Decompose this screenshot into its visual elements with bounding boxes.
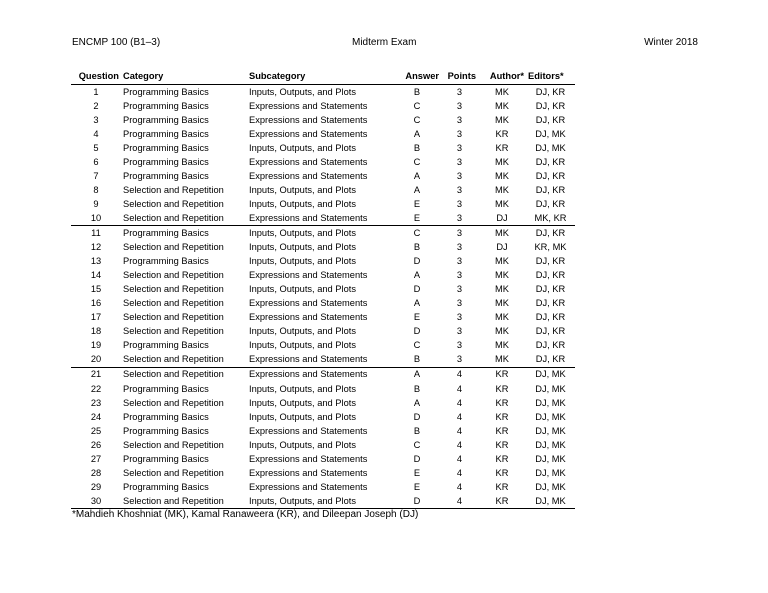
table-row [71, 269, 575, 283]
points-cell: 4 [456, 383, 463, 394]
answer-cell: A [413, 298, 421, 309]
answer-cell: A [413, 128, 421, 139]
question-cell: 9 [93, 198, 99, 209]
column-header-points: Points [441, 69, 478, 85]
points-cell: 3 [456, 284, 463, 295]
subcategory-cell: Expressions and Statements [249, 114, 368, 125]
points-cell: 4 [456, 453, 463, 464]
author-cell: KR [495, 439, 509, 450]
question-cell: 11 [91, 227, 101, 238]
answer-cell: A [413, 369, 421, 380]
author-cell: KR [495, 397, 509, 408]
category-cell: Selection and Repetition [123, 439, 224, 450]
table-row [71, 480, 575, 494]
question-cell: 15 [90, 284, 102, 295]
subcategory-cell: Expressions and Statements [249, 467, 368, 478]
answer-cell: B [413, 425, 421, 436]
question-cell: 6 [93, 156, 99, 167]
category-cell: Programming Basics [123, 128, 209, 139]
author-cell: DJ [496, 242, 508, 253]
answer-cell: A [413, 397, 421, 408]
category-cell: Selection and Repetition [123, 467, 224, 478]
category-cell: Selection and Repetition [121, 494, 247, 509]
author-cell: KR [495, 142, 509, 153]
category-cell: Selection and Repetition [121, 211, 247, 226]
answer-cell: C [413, 156, 421, 167]
category-cell: Programming Basics [123, 481, 209, 492]
points-cell: 3 [456, 142, 463, 153]
points-cell: 4 [456, 481, 463, 492]
editors-cell: DJ, KR [535, 156, 566, 167]
question-cell: 23 [90, 397, 102, 408]
table-row [71, 396, 575, 410]
category-cell: Programming Basics [123, 425, 209, 436]
answer-key-table [71, 69, 575, 509]
category-cell: Programming Basics [123, 411, 209, 422]
question-cell: 29 [90, 481, 102, 492]
points-cell: 3 [456, 128, 463, 139]
category-cell: Programming Basics [123, 340, 209, 351]
category-cell: Programming Basics [123, 156, 209, 167]
table-row [71, 466, 575, 480]
table-row [71, 438, 575, 452]
table-row [71, 452, 575, 466]
answer-cell: B [413, 242, 421, 253]
subcategory-cell: Expressions and Statements [249, 369, 368, 380]
answer-cell: C [413, 340, 421, 351]
points-cell: 3 [456, 326, 463, 337]
table-row [71, 169, 575, 183]
subcategory-cell: Expressions and Statements [249, 425, 368, 436]
author-cell: MK [478, 353, 526, 368]
table-row [71, 183, 575, 197]
editors-cell: DJ, MK [535, 467, 566, 478]
table-header-row [71, 69, 575, 85]
subcategory-cell: Expressions and Statements [249, 453, 368, 464]
answer-cell: C [413, 100, 421, 111]
points-cell: 3 [456, 198, 463, 209]
question-cell: 17 [90, 312, 102, 323]
subcategory-cell: Inputs, Outputs, and Plots [249, 256, 356, 267]
editors-cell: DJ, MK [535, 453, 566, 464]
subcategory-cell: Inputs, Outputs, and Plots [249, 397, 356, 408]
author-cell: KR [495, 383, 509, 394]
author-cell: KR [495, 128, 509, 139]
author-cell: MK [495, 184, 509, 195]
column-header-question: Question [71, 69, 121, 85]
points-cell: 3 [456, 170, 463, 181]
points-cell: 3 [456, 184, 463, 195]
editors-cell: DJ, MK [535, 439, 566, 450]
author-cell: KR [495, 467, 509, 478]
answer-cell: C [413, 227, 421, 238]
question-cell: 19 [90, 340, 102, 351]
answer-cell: E [413, 312, 421, 323]
question-cell: 12 [90, 242, 102, 253]
author-cell: MK [495, 340, 509, 351]
points-cell: 3 [456, 242, 463, 253]
answer-cell: A [413, 270, 421, 281]
answer-cell: E [393, 211, 441, 226]
table-row [71, 241, 575, 255]
editors-cell: DJ, KR [535, 100, 566, 111]
answer-cell: A [413, 170, 421, 181]
author-cell: DJ [478, 211, 526, 226]
answer-cell: B [413, 383, 421, 394]
points-cell: 3 [456, 114, 463, 125]
author-cell: MK [495, 298, 509, 309]
question-cell: 3 [93, 114, 99, 125]
author-cell: KR [495, 411, 509, 422]
course-code: ENCMP 100 (B1–3) [72, 37, 161, 48]
answer-cell: E [413, 467, 421, 478]
author-cell: MK [495, 198, 509, 209]
question-cell: 4 [93, 128, 99, 139]
term-label: Winter 2018 [644, 37, 698, 48]
editors-cell: DJ, MK [535, 425, 566, 436]
table-row [71, 211, 575, 226]
table-body [71, 85, 575, 509]
points-cell: 3 [456, 156, 463, 167]
category-cell: Selection and Repetition [123, 326, 224, 337]
subcategory-cell: Expressions and Statements [249, 481, 368, 492]
editors-cell: DJ, MK [535, 481, 566, 492]
question-cell: 30 [71, 494, 121, 509]
subcategory-cell: Inputs, Outputs, and Plots [249, 411, 356, 422]
subcategory-cell: Inputs, Outputs, and Plots [249, 142, 356, 153]
subcategory-cell: Inputs, Outputs, and Plots [249, 86, 356, 97]
editors-cell: DJ, MK [535, 411, 566, 422]
document-title: Midterm Exam [352, 37, 417, 48]
category-cell: Selection and Repetition [123, 270, 224, 281]
editors-cell: DJ, KR [535, 170, 566, 181]
author-cell: KR [478, 494, 526, 509]
table-row [71, 382, 575, 396]
points-cell: 4 [456, 369, 463, 380]
category-cell: Programming Basics [123, 86, 209, 97]
editors-cell: DJ, KR [535, 227, 566, 238]
editors-cell: DJ, MK [526, 494, 575, 509]
table-row [71, 85, 575, 100]
author-cell: KR [495, 425, 509, 436]
points-cell: 4 [441, 494, 478, 509]
editors-cell: KR, MK [534, 242, 567, 253]
answer-cell: D [413, 453, 421, 464]
author-cell: MK [495, 312, 509, 323]
table-row [71, 255, 575, 269]
editors-cell: DJ, KR [526, 353, 575, 368]
table-row [71, 113, 575, 127]
table-row [71, 494, 575, 509]
question-cell: 22 [90, 383, 102, 394]
answer-cell: D [393, 494, 441, 509]
table-row [71, 99, 575, 113]
column-header-author: Author* [478, 69, 526, 85]
table-row [71, 311, 575, 325]
author-cell: MK [495, 86, 509, 97]
author-cell: MK [495, 284, 509, 295]
points-cell: 3 [456, 86, 463, 97]
table-row [71, 127, 575, 141]
question-cell: 10 [71, 211, 121, 226]
points-cell: 4 [456, 411, 463, 422]
subcategory-cell: Expressions and Statements [249, 156, 368, 167]
category-cell: Selection and Repetition [123, 242, 224, 253]
author-cell: MK [495, 114, 509, 125]
points-cell: 4 [456, 425, 463, 436]
answer-cell: E [413, 481, 421, 492]
subcategory-cell: Inputs, Outputs, and Plots [249, 227, 356, 238]
category-cell: Programming Basics [123, 383, 209, 394]
editors-cell: DJ, KR [535, 284, 566, 295]
subcategory-cell: Inputs, Outputs, and Plots [249, 242, 356, 253]
editors-cell: DJ, MK [535, 128, 566, 139]
editors-cell: MK, KR [526, 211, 575, 226]
author-cell: MK [495, 256, 509, 267]
author-cell: MK [495, 227, 509, 238]
question-cell: 18 [90, 326, 102, 337]
subcategory-cell: Expressions and Statements [249, 312, 368, 323]
points-cell: 3 [456, 100, 463, 111]
question-cell: 1 [93, 86, 99, 97]
question-cell: 27 [90, 453, 102, 464]
question-cell: 25 [90, 425, 102, 436]
table-row [71, 424, 575, 438]
points-cell: 3 [441, 353, 478, 368]
subcategory-cell: Expressions and Statements [247, 211, 393, 226]
author-cell: MK [495, 100, 509, 111]
subcategory-cell: Inputs, Outputs, and Plots [247, 494, 393, 509]
column-header-subcategory: Subcategory [247, 69, 393, 85]
category-cell: Programming Basics [123, 170, 209, 181]
editors-cell: DJ, KR [535, 326, 566, 337]
question-cell: 24 [90, 411, 102, 422]
answer-cell: D [413, 326, 421, 337]
subcategory-cell: Inputs, Outputs, and Plots [249, 198, 356, 209]
table-row [71, 297, 575, 311]
subcategory-cell: Inputs, Outputs, and Plots [249, 340, 356, 351]
category-cell: Selection and Repetition [123, 184, 224, 195]
question-cell: 28 [90, 467, 102, 478]
category-cell: Programming Basics [123, 100, 209, 111]
editors-cell: DJ, KR [535, 86, 566, 97]
question-cell: 20 [71, 353, 121, 368]
table-row [71, 141, 575, 155]
answer-cell: C [413, 439, 421, 450]
points-cell: 4 [456, 467, 463, 478]
column-header-category: Category [121, 69, 247, 85]
editors-cell: DJ, KR [535, 270, 566, 281]
points-cell: 3 [456, 270, 463, 281]
category-cell: Selection and Repetition [123, 312, 224, 323]
answer-cell: E [413, 198, 421, 209]
editors-cell: DJ, MK [535, 142, 566, 153]
subcategory-cell: Inputs, Outputs, and Plots [249, 184, 356, 195]
subcategory-cell: Inputs, Outputs, and Plots [249, 284, 356, 295]
subcategory-cell: Expressions and Statements [249, 298, 368, 309]
answer-cell: D [413, 284, 421, 295]
category-cell: Programming Basics [123, 256, 209, 267]
category-cell: Selection and Repetition [123, 284, 224, 295]
table-row [71, 339, 575, 353]
points-cell: 4 [456, 439, 463, 450]
subcategory-cell: Inputs, Outputs, and Plots [249, 439, 356, 450]
points-cell: 4 [456, 397, 463, 408]
author-cell: MK [495, 326, 509, 337]
category-cell: Selection and Repetition [123, 298, 224, 309]
category-cell: Programming Basics [123, 453, 209, 464]
table-row [71, 353, 575, 368]
subcategory-cell: Inputs, Outputs, and Plots [249, 383, 356, 394]
answer-cell: C [413, 114, 421, 125]
subcategory-cell: Expressions and Statements [249, 128, 368, 139]
subcategory-cell: Expressions and Statements [247, 353, 393, 368]
points-cell: 3 [456, 256, 463, 267]
answer-cell: B [393, 353, 441, 368]
author-cell: MK [495, 156, 509, 167]
question-cell: 26 [90, 439, 102, 450]
table-row [71, 410, 575, 424]
question-cell: 2 [93, 100, 99, 111]
subcategory-cell: Expressions and Statements [249, 170, 368, 181]
editors-cell: DJ, MK [535, 383, 566, 394]
subcategory-cell: Expressions and Statements [249, 100, 368, 111]
subcategory-cell: Inputs, Outputs, and Plots [249, 326, 356, 337]
category-cell: Programming Basics [123, 227, 209, 238]
table-row [71, 197, 575, 211]
column-header-answer: Answer [393, 69, 441, 85]
question-cell: 7 [93, 170, 99, 181]
points-cell: 3 [456, 312, 463, 323]
points-cell: 3 [456, 298, 463, 309]
table-row [71, 155, 575, 169]
table-row [71, 367, 575, 382]
category-cell: Selection and Repetition [123, 397, 224, 408]
category-cell: Programming Basics [123, 142, 209, 153]
author-cell: KR [495, 369, 509, 380]
answer-cell: D [413, 411, 421, 422]
editors-cell: DJ, MK [535, 369, 566, 380]
editors-cell: DJ, KR [535, 312, 566, 323]
answer-cell: B [413, 142, 421, 153]
editors-cell: DJ, MK [535, 397, 566, 408]
question-cell: 13 [90, 256, 102, 267]
question-cell: 8 [93, 184, 99, 195]
author-cell: MK [495, 170, 509, 181]
editors-cell: DJ, KR [535, 114, 566, 125]
question-cell: 14 [90, 270, 102, 281]
column-header-editors: Editors* [526, 69, 575, 85]
points-cell: 3 [441, 211, 478, 226]
editors-cell: DJ, KR [535, 298, 566, 309]
editors-cell: DJ, KR [535, 256, 566, 267]
footnote: *Mahdieh Khoshniat (MK), Kamal Ranaweera (KR), and Dileepan Joseph (DJ) [72, 509, 419, 520]
table-row [71, 283, 575, 297]
question-cell: 16 [90, 298, 102, 309]
question-cell: 5 [93, 142, 99, 153]
category-cell: Programming Basics [123, 114, 209, 125]
table-row [71, 325, 575, 339]
points-cell: 3 [456, 227, 463, 238]
editors-cell: DJ, KR [535, 184, 566, 195]
answer-cell: B [413, 86, 421, 97]
category-cell: Selection and Repetition [123, 198, 224, 209]
editors-cell: DJ, KR [535, 198, 566, 209]
category-cell: Selection and Repetition [121, 353, 247, 368]
points-cell: 3 [456, 340, 463, 351]
author-cell: MK [495, 270, 509, 281]
answer-cell: D [413, 256, 421, 267]
author-cell: KR [495, 453, 509, 464]
table-row [71, 226, 575, 241]
category-cell: Selection and Repetition [123, 369, 224, 380]
answer-cell: A [413, 184, 421, 195]
subcategory-cell: Expressions and Statements [249, 270, 368, 281]
author-cell: KR [495, 481, 509, 492]
editors-cell: DJ, KR [535, 340, 566, 351]
question-cell: 21 [90, 369, 102, 380]
